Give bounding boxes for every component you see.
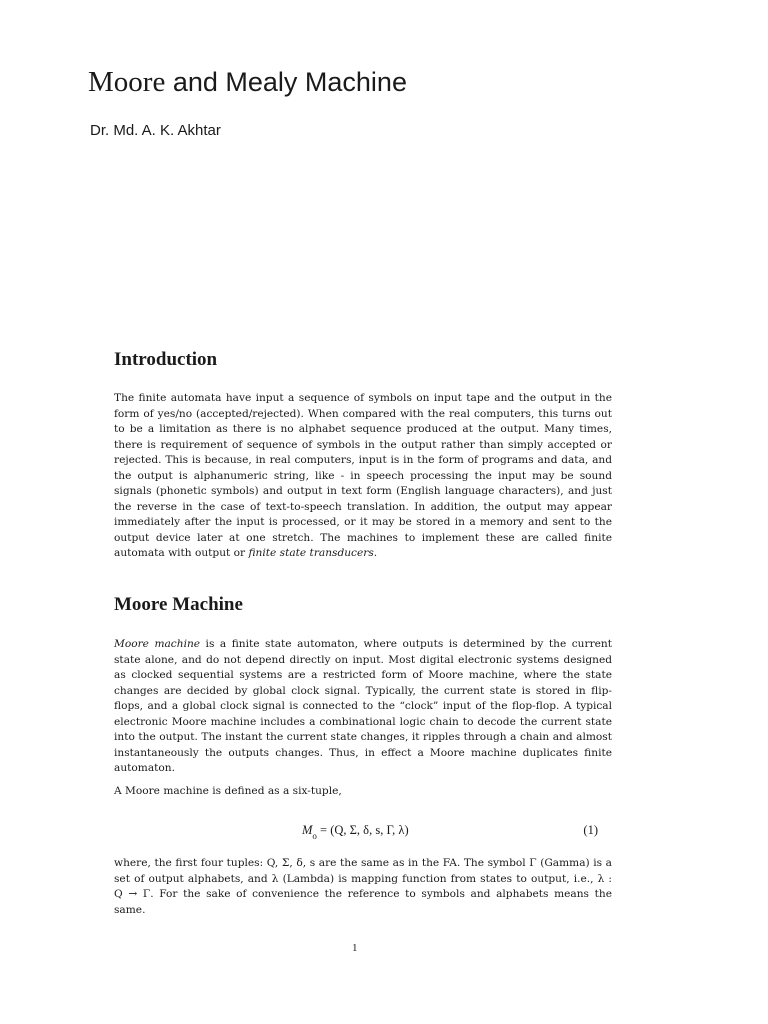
moore-paragraph-tuple-explanation: where, the first four tuples: Q, Σ, δ, s are the same as in the FA. The symbol Γ (Gamma) is a set of output alphabets, and λ (Lambda) is mapping function from states to output, i.e., λ : Q → Γ. For the sake of convenience the reference to symbols and alphabets means the same.	[114, 857, 612, 916]
intro-italic-term: finite state transducers	[248, 547, 374, 559]
intro-text: The finite automata have input a sequence of symbols on input tape and the output in the form of yes/no (accepted/rejected). When compared with the real computers, this turns out to be a limitation as there is no alphabet sequence produced at the output. Many times, there is requirement of sequence of symbols in the output rather than simply accepted or rejected. This is because, in real computers, input is in the form of programs and data, and the output is alphanumeric string, like - in speech processing the input may be sound signals (phonetic symbols) and output in text form (English language characters), and just the reverse in the case of text-to-speech translation. In addition, the output may appear immediately after the input is processed, or it may be stored in a memory and sent to the output device later at one stretch. The machines to implement these are called finite automata with output or	[114, 392, 612, 559]
equation-number: (1)	[583, 823, 598, 837]
equation-subscript: o	[312, 831, 317, 841]
section-heading-introduction: Introduction	[114, 349, 218, 370]
equation-expression	[302, 823, 409, 841]
document-title	[88, 66, 407, 99]
equation-moore-tuple	[114, 823, 612, 843]
section-heading-moore-machine: Moore Machine	[114, 594, 243, 615]
equation-rhs: = (Q, Σ, δ, s, Γ, λ)	[316, 823, 409, 837]
title-word-moore: Moore	[88, 66, 166, 98]
title-rest: and Mealy Machine	[165, 67, 407, 97]
moore-italic-term: Moore machine	[114, 638, 201, 650]
page-number: 1	[352, 942, 358, 954]
intro-text-end: .	[373, 547, 378, 559]
author-name: Dr. Md. A. K. Akhtar	[90, 122, 221, 139]
moore-paragraph-tuple-intro: A Moore machine is defined as a six-tuple,	[114, 785, 342, 797]
moore-paragraph-definition	[114, 637, 612, 777]
equation-lhs: M	[302, 823, 313, 837]
moore-p1-text: is a finite state automaton, where outputs is determined by the current state alone, and do not depend directly on input. Most digital electronic systems designed as clocked sequential systems are a restricted form of Moore machine, where the state changes are decided by global clock signal. Typically, the current state is stored in flip-flops, and a global clock signal is connected to the “clock” input of the flop-flop. A typical electronic Moore machine includes a combinational logic chain to decode the current state into the output. The instant the current state changes, it ripples through a chain and almost instantaneously the outputs changes. Thus, in effect a Moore machine duplicates finite automaton.	[114, 638, 612, 774]
introduction-paragraph	[114, 391, 612, 562]
